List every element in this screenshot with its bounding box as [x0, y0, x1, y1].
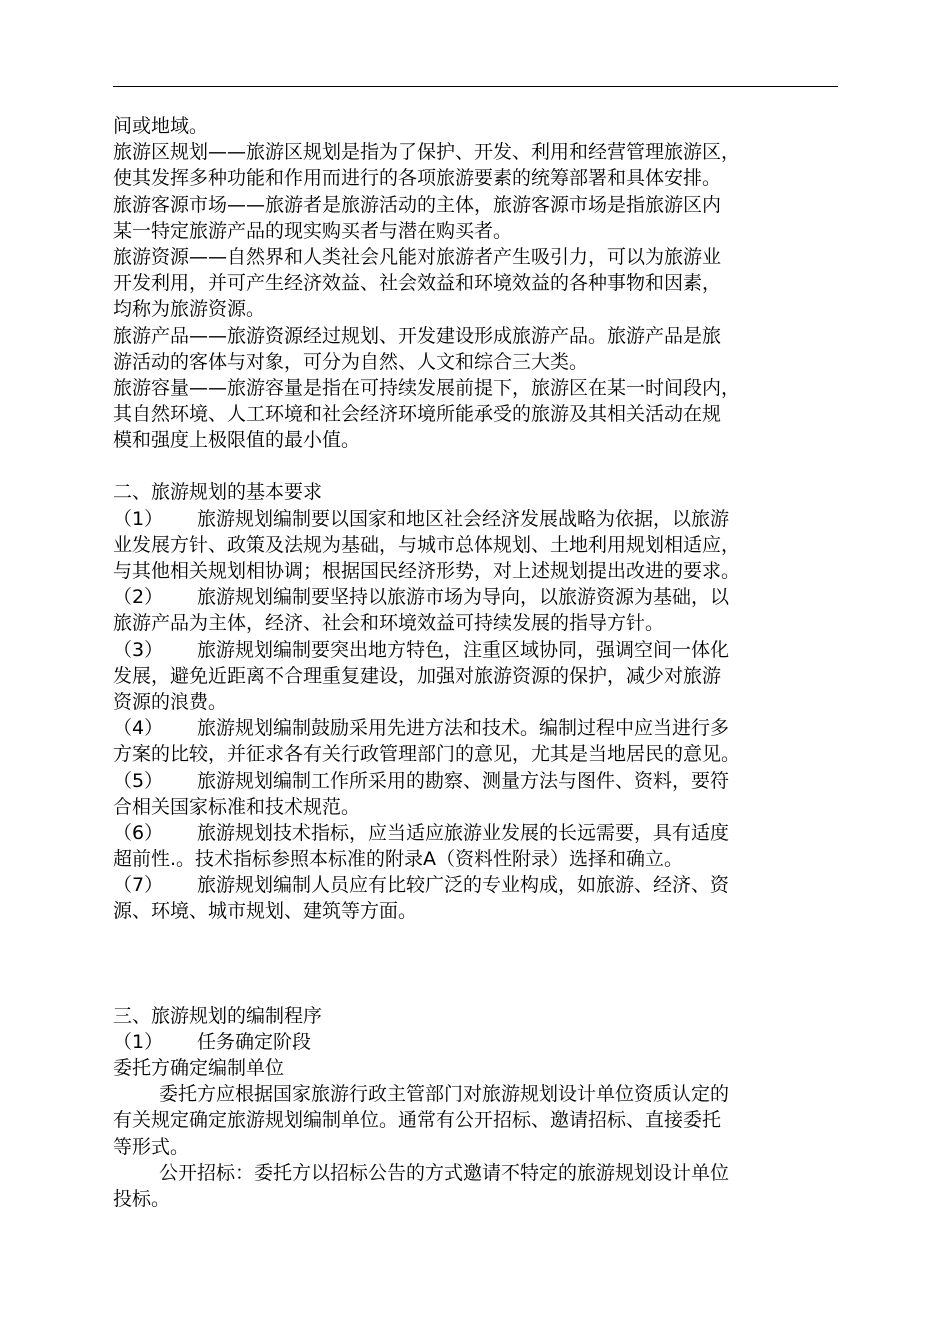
- text-line: 旅游规划编制工作所采用的勘察、测量方法与图件、资料，要符: [197, 769, 730, 792]
- text-line: 合相关国家标准和技术规范。: [113, 795, 361, 818]
- body-paragraph: [113, 1081, 853, 1160]
- text-line: 委托方应根据国家旅游行政主管部门对旅游规划设计单位资质认定的: [159, 1083, 730, 1106]
- text-line: 方案的比较，并征求各有关行政管理部门的意见，尤其是当地居民的意见。: [113, 743, 741, 766]
- list-item: [113, 715, 853, 767]
- definition-paragraph: [113, 244, 853, 323]
- section-heading: 二、旅游规划的基本要求: [113, 481, 323, 504]
- text-line: 旅游规划编制要坚持以旅游市场为导向，以旅游资源为基础，以: [197, 586, 730, 609]
- definition-paragraph: [113, 192, 853, 244]
- item-number: （4）: [113, 717, 164, 740]
- definition-paragraph: [113, 323, 853, 375]
- item-number: （1）: [113, 507, 164, 530]
- list-item: [113, 506, 853, 585]
- text-line: 超前性.。技术指标参照本标准的附录A（资料性附录）选择和确立。: [113, 848, 684, 871]
- item-number: （3）: [113, 638, 164, 661]
- text-line: 间或地域。: [113, 115, 209, 137]
- subheading: 委托方确定编制单位: [113, 1057, 285, 1079]
- item-number: （6）: [113, 821, 164, 844]
- list-item: [113, 584, 853, 636]
- header-rule: [113, 86, 838, 87]
- text-line: 旅游规划编制要突出地方特色，注重区域协同，强调空间一体化: [197, 638, 730, 661]
- item-number: （1）: [113, 1030, 164, 1053]
- text-line: 源、环境、城市规划、建筑等方面。: [113, 900, 418, 923]
- text-line: 旅游产品为主体，经济、社会和环境效益可持续发展的指导方针。: [113, 612, 665, 635]
- text-line: 游活动的客体与对象，可分为自然、人文和综合三大类。: [113, 350, 589, 373]
- list-item: [113, 820, 853, 872]
- list-item: [113, 872, 853, 924]
- definition-paragraph: [113, 375, 853, 454]
- text-line: 均称为旅游资源。: [113, 298, 266, 321]
- text-line: 旅游规划编制鼓励采用先进方法和技术。编制过程中应当进行多: [197, 717, 730, 740]
- text-line: 旅游规划编制要以国家和地区社会经济发展战略为依据，以旅游: [197, 507, 730, 530]
- text-line: 公开招标：委托方以招标公告的方式邀请不特定的旅游规划设计单位: [159, 1161, 730, 1184]
- text-line: 业发展方针、政策及法规为基础，与城市总体规划、土地利用规划相适应，: [113, 533, 741, 556]
- text-line: 发展，避免近距离不合理重复建设，加强对旅游资源的保护，减少对旅游: [113, 664, 722, 687]
- text-line: 资源的浪费。: [113, 690, 228, 713]
- text-line: 等形式。: [113, 1135, 190, 1158]
- item-number: （5）: [113, 769, 164, 792]
- text-line: 旅游规划技术指标，应当适应旅游业发展的长远需要，具有适度: [197, 821, 730, 844]
- list-item: [113, 768, 853, 820]
- body-paragraph: [113, 1160, 853, 1212]
- text-line: 旅游客源市场——旅游者是旅游活动的主体，旅游客源市场是指旅游区内: [113, 193, 722, 216]
- definition-list: [113, 113, 853, 453]
- text-line: 有关规定确定旅游规划编制单位。通常有公开招标、邀请招标、直接委托: [113, 1109, 722, 1132]
- text-line: 使其发挥多种功能和作用而进行的各项旅游要素的统筹部署和具体安排。: [113, 167, 722, 190]
- text-line: 开发利用，并可产生经济效益、社会效益和环境效益的各种事物和因素，: [113, 272, 722, 295]
- text-line: 旅游区规划——旅游区规划是指为了保护、开发、利用和经营管理旅游区，: [113, 141, 741, 164]
- item-number: （7）: [113, 874, 164, 897]
- text-line: 模和强度上极限值的最小值。: [113, 429, 361, 452]
- text-line: 与其他相关规划相协调；根据国民经济形势，对上述规划提出改进的要求。: [113, 560, 741, 582]
- definition-paragraph: [113, 139, 853, 191]
- stage-heading: [113, 1029, 853, 1055]
- stage-title: 任务确定阶段: [197, 1030, 312, 1053]
- section-heading: 三、旅游规划的编制程序: [113, 1004, 323, 1027]
- text-line: 旅游规划编制人员应有比较广泛的专业构成，如旅游、经济、资: [197, 874, 730, 897]
- text-line: 某一特定旅游产品的现实购买者与潜在购买者。: [113, 219, 513, 242]
- definition-paragraph: [113, 113, 853, 139]
- text-line: 旅游资源——自然界和人类社会凡能对旅游者产生吸引力，可以为旅游业: [113, 245, 722, 268]
- text-line: 其自然环境、人工环境和社会经济环境所能承受的旅游及其相关活动在规: [113, 403, 722, 426]
- section-procedure: [113, 1003, 853, 1213]
- item-number: （2）: [113, 586, 164, 609]
- list-item: [113, 637, 853, 716]
- section-requirements: [113, 479, 853, 924]
- text-line: 旅游产品——旅游资源经过规划、开发建设形成旅游产品。旅游产品是旅: [113, 324, 722, 347]
- document-body: [113, 113, 853, 1212]
- text-line: 投标。: [113, 1187, 171, 1210]
- text-line: 旅游容量——旅游容量是指在可持续发展前提下，旅游区在某一时间段内，: [113, 376, 741, 399]
